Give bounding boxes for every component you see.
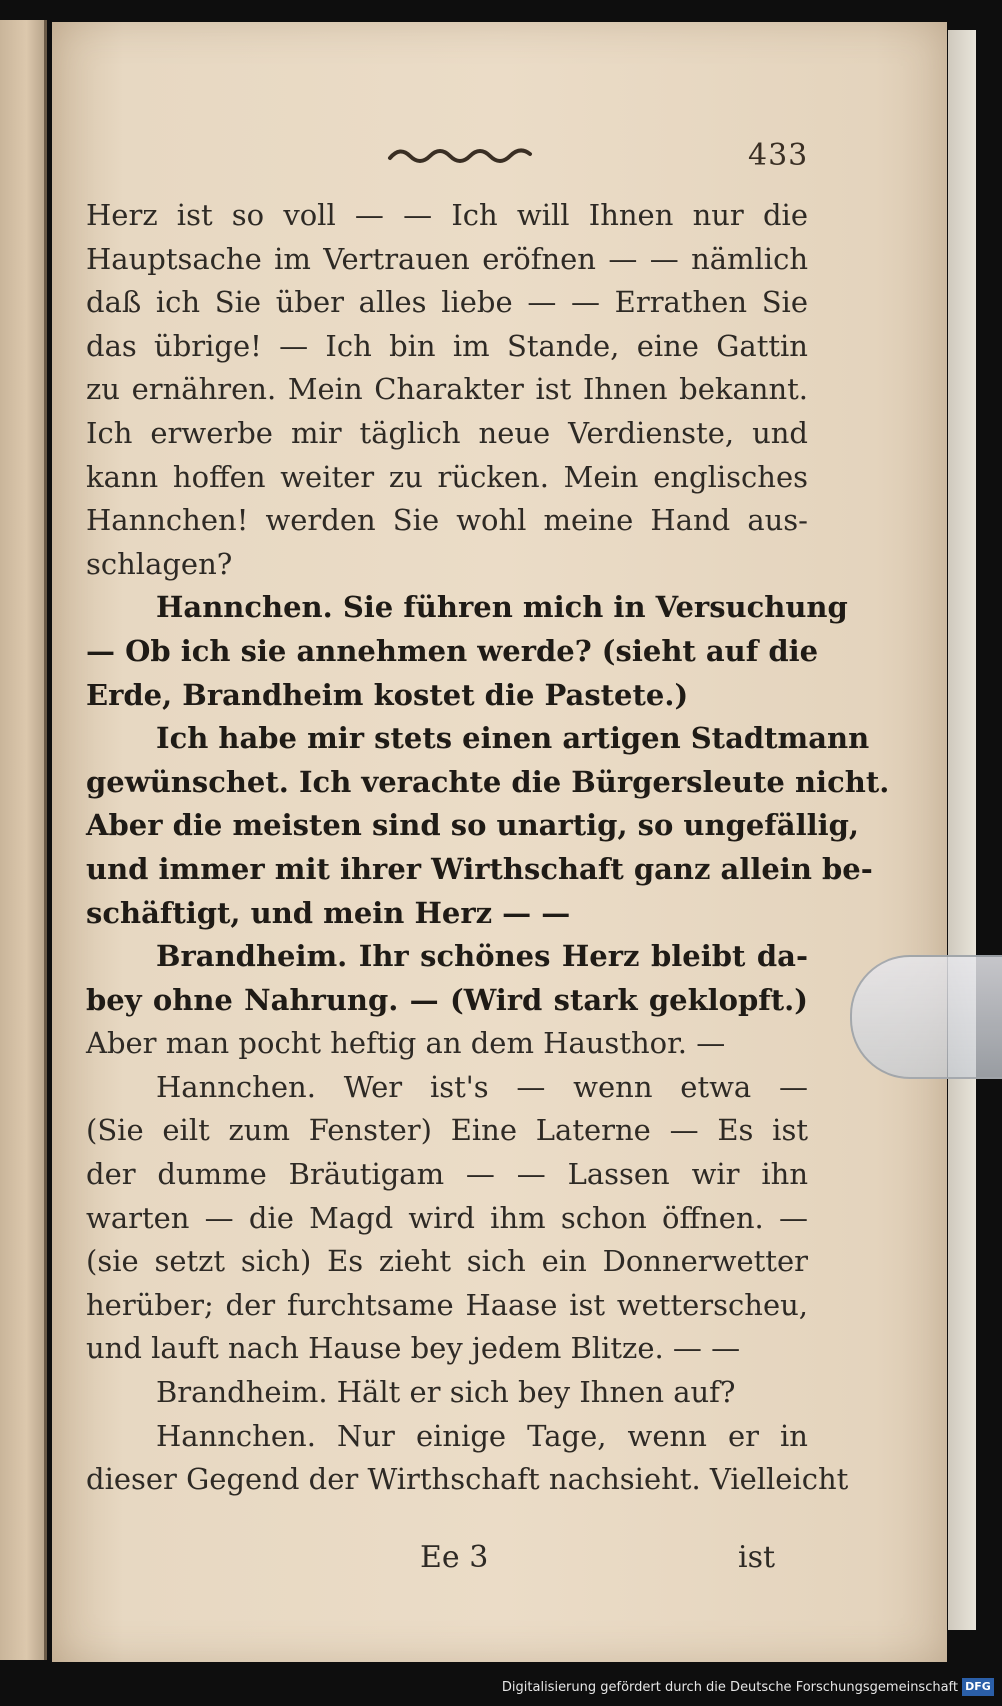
footer-bar — [0, 1672, 1000, 1706]
text-line: Aber die meisten sind so unartig, so ungefällig, — [86, 808, 859, 843]
text-line: (Sie eilt zum Fenster) Eine Laterne — Es ist — [86, 1113, 808, 1148]
text-line: dieser Gegend der Wirthschaft nachsieht. Vielleicht — [86, 1462, 849, 1497]
text-line: Hannchen! werden Sie wohl meine Hand aus- — [86, 503, 808, 538]
text-line: Erde, Brandheim kostet die Pastete.) — [86, 677, 689, 712]
text-line: und immer mit ihrer Wirthschaft ganz allein be- — [86, 851, 873, 886]
digitization-credit: Digitalisierung gefördert durch die Deutsche Forschungsgemeinschaft — [501, 1680, 958, 1695]
page-number: 433 — [748, 138, 809, 173]
text-line: Hauptsache im Vertrauen eröfnen — — nämlich — [86, 241, 808, 276]
text-line: bey ohne Nahrung. — (Wird stark geklopft.) — [86, 982, 808, 1017]
dfg-logo: DFG — [962, 1678, 994, 1696]
page-edge-right — [948, 30, 976, 1630]
signature-mark: Ee 3 — [420, 1540, 489, 1575]
body-text — [86, 194, 890, 1502]
ornament-flourish — [385, 140, 535, 170]
text-line: (sie setzt sich) Es zieht sich ein Donnerwetter — [86, 1244, 808, 1279]
text-line: Herz ist so voll — — Ich will Ihnen nur die — [86, 198, 808, 232]
text-line: gewünschet. Ich verachte die Bürgersleute nicht. — [86, 764, 890, 799]
text-line: Ich erwerbe mir täglich neue Verdienste, und — [86, 415, 808, 450]
page-clip — [850, 955, 1002, 1079]
text-line: schäftigt, und mein Herz — — — [86, 895, 571, 930]
left-page-edge — [0, 20, 47, 1660]
text-line: Hannchen. Wer ist's — wenn etwa — — [156, 1069, 808, 1104]
text-line: Brandheim. Ihr schönes Herz bleibt da- — [156, 939, 808, 974]
text-line: das übrige! — Ich bin im Stande, eine Gattin — [86, 328, 808, 363]
text-line: Hannchen. Sie führen mich in Versuchung — [156, 590, 848, 625]
text-line: kann hoffen weiter zu rücken. Mein englisches — [86, 459, 808, 494]
text-line: der dumme Bräutigam — — Lassen wir ihn — [86, 1157, 808, 1192]
text-line: Hannchen. Nur einige Tage, wenn er in — [156, 1418, 808, 1453]
catchword: ist — [738, 1540, 776, 1575]
text-line: — Ob ich sie annehmen werde? (sieht auf die — [86, 633, 819, 668]
text-line: herüber; der furchtsame Haase ist wetterscheu, — [86, 1287, 808, 1322]
text-line: daß ich Sie über alles liebe — — Errathen Sie — [86, 285, 808, 320]
text-line: zu ernähren. Mein Charakter ist Ihnen bekannt. — [86, 372, 808, 407]
text-line: warten — die Magd wird ihm schon öffnen. — — [86, 1200, 808, 1235]
text-line: schlagen? — [86, 546, 233, 581]
text-line: Brandheim. Hält er sich bey Ihnen auf? — [156, 1375, 736, 1410]
text-line: Aber man pocht heftig an dem Hausthor. — — [86, 1026, 726, 1061]
text-line: und lauft nach Hause bey jedem Blitze. — — — [86, 1331, 741, 1366]
text-line: Ich habe mir stets einen artigen Stadtmann — [156, 721, 870, 756]
